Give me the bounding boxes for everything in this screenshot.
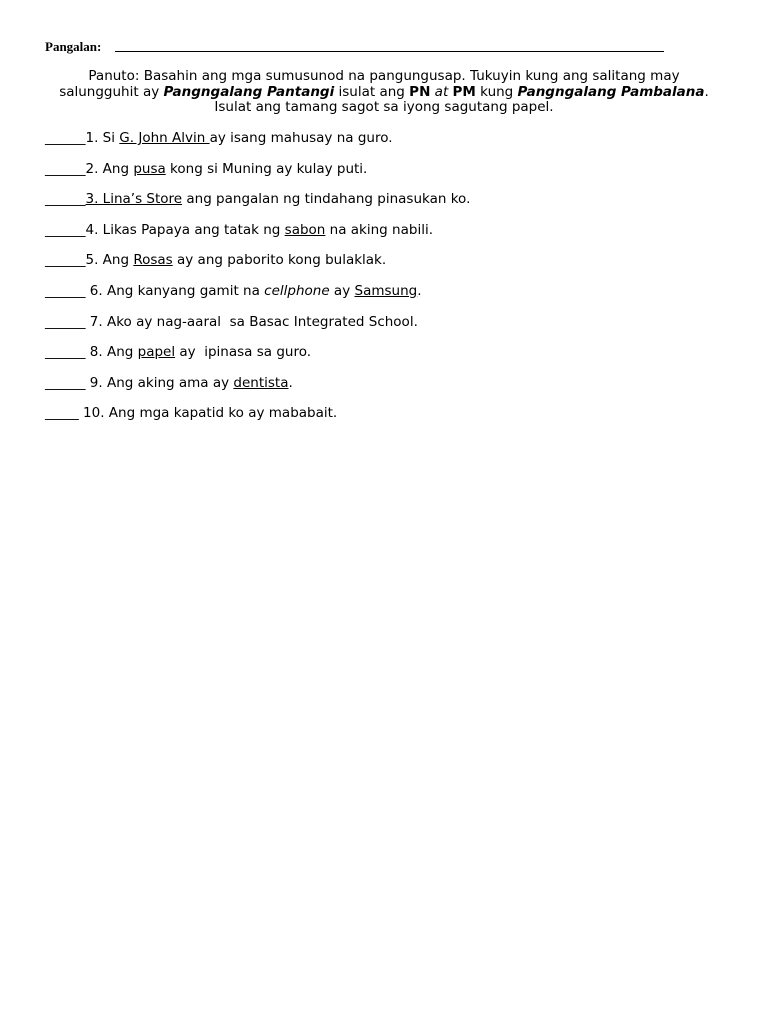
question-text: . [288,374,293,391]
underlined-noun: pusa [133,160,166,177]
question-item [45,314,735,345]
instructions-term-pambalana: Pangngalang Pambalana [517,83,705,100]
instructions-code-pn: PN [409,83,431,100]
question-item [45,344,735,375]
question-text: kong si Muning ay kulay puti. [165,160,368,177]
question-item [45,222,735,253]
instructions-code-pm: PM [452,83,476,100]
instructions-text-kung: kung [475,83,518,100]
name-label: Pangalan: [45,39,102,54]
question-text: ay [329,282,355,299]
underlined-noun: Rosas [133,252,173,269]
underlined-noun: G. John Alvin [119,130,210,146]
underlined-noun: sabon [284,221,326,238]
question-text: ang pangalan ng tindahang pinasukan ko. [182,191,471,208]
question-item [45,130,735,161]
question-item [45,375,735,406]
question-text: ay ipinasa sa guro. [175,344,312,361]
question-item [45,283,735,314]
question-text: 9. Ang aking ama ay [85,374,234,391]
name-answer-line [115,51,664,52]
underlined-noun: papel [137,344,176,361]
question-text: ay isang mahusay na guro. [209,130,393,146]
question-text: ay ang paborito kong bulaklak. [172,252,387,269]
question-text: 5. Ang [85,252,134,269]
question-item [45,405,735,436]
answer-blank[interactable]: ______ [45,313,86,330]
instructions-text-2: isulat ang [334,83,410,100]
answer-blank[interactable]: ______ [45,252,86,269]
question-text: 8. Ang [85,344,138,361]
question-text: 2. Ang [85,160,134,177]
question-item [45,161,735,192]
question-text: 10. Ang mga kapatid ko ay mababait. [78,405,338,422]
instructions-text-3: . Isulat ang tamang sagot sa iyong sagutang papel. [214,83,709,115]
answer-blank[interactable]: ______ [45,191,86,208]
question-list [45,130,735,436]
question-text: 4. Likas Papaya ang tatak ng [85,221,285,238]
instructions-term-pantangi: Pangngalang Pantangi [163,83,335,100]
answer-blank[interactable]: ______ [45,374,86,391]
question-item [45,252,735,283]
question-item [45,191,735,222]
italic-term: cellphone [264,282,330,299]
question-text: 1. Si [85,130,120,146]
underlined-noun: dentista [233,374,289,391]
answer-blank[interactable]: ______ [45,130,86,146]
underlined-noun: 3. Lina’s Store [85,191,183,208]
answer-blank[interactable]: _____ [45,405,79,422]
instructions-text-at: at [430,83,453,100]
underlined-noun: Samsung [354,282,418,299]
question-text: . [417,282,422,299]
instructions-text-1: Panuto: Basahin ang mga sumusunod na pangungusap. Tukuyin kung ang salitang may salungguhit ay [59,68,680,100]
answer-blank[interactable]: ______ [45,282,86,299]
question-text: 6. Ang kanyang gamit na [85,282,265,299]
question-text: 7. Ako ay nag-aaral sa Basac Integrated School. [85,313,418,330]
answer-blank[interactable]: ______ [45,221,86,238]
answer-blank[interactable]: ______ [45,160,86,177]
answer-blank[interactable]: ______ [45,344,86,361]
instructions [48,69,720,116]
question-text: na aking nabili. [325,221,433,238]
